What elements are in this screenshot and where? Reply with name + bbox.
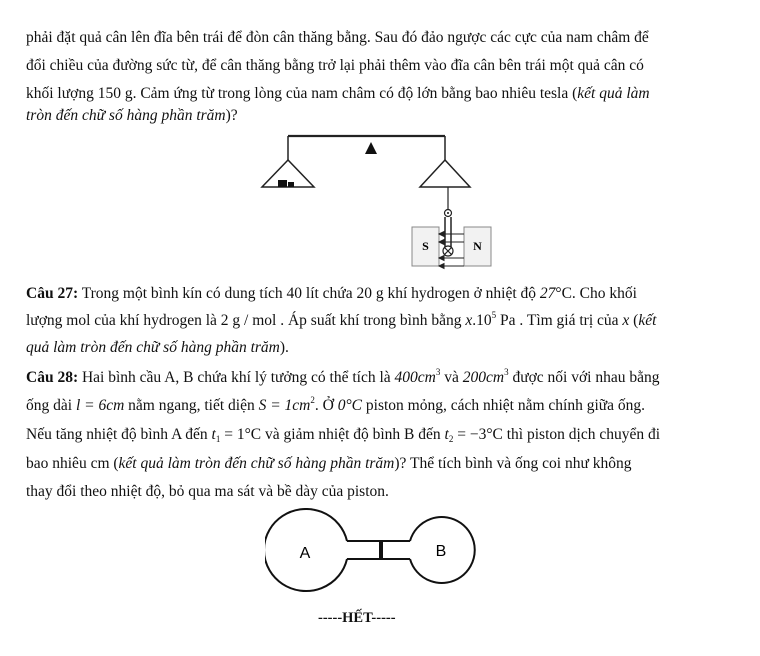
fulcrum-icon <box>365 142 377 154</box>
weight-small <box>288 182 294 187</box>
q28-label: Câu 28: <box>26 369 79 386</box>
q28-line-4: bao nhiêu cm (kết quả làm tròn đến chữ số hàng phần trăm)? Thể tích bình và ống coi như không <box>26 455 632 472</box>
svg-text:S: S <box>422 239 429 253</box>
balance-figure <box>240 130 500 275</box>
q27-line-2: lượng mol của khí hydrogen là 2 g / mol . Áp suất khí trong bình bằng $x.10^5$ Pa . Tìm giá trị của x (kết <box>26 310 657 329</box>
q28-line-2: ống dài l = 6cm nằm ngang, tiết diện $S = 1cm^2$. Ở 0°C piston mỏng, cách nhiệt nằm chính giữa ống. <box>26 395 646 414</box>
piston <box>379 541 383 559</box>
q28-line-3: Nếu tăng nhiệt độ bình A đến $t_1 = 1^\circ C$ và giảm nhiệt độ bình B đến $t_2 = -3^\circ C$ thì piston dịch chuyển đi <box>26 426 661 444</box>
magnet-north-pole <box>464 227 491 266</box>
q28-line-5: thay đổi theo nhiệt độ, bỏ qua ma sát và bề dày của piston. <box>26 483 389 500</box>
bulb-b-label: B <box>435 543 447 560</box>
current-into-page-icon <box>443 246 453 256</box>
end-marker: -----HẾT----- <box>318 610 396 626</box>
bulbs-figure <box>265 508 485 600</box>
svg-text:N: N <box>473 239 482 253</box>
q28-line-1: Câu 28: Hai bình cầu A, B chứa khí lý tưởng có thể tích là $400cm^3$ và $200cm^3$ được nối với nhau bằng <box>26 367 660 386</box>
weight-large <box>278 180 287 187</box>
q27-line-3: quả làm tròn đến chữ số hàng phần trăm). <box>26 339 289 356</box>
bulb-a-label: A <box>299 545 311 562</box>
q27-line-1: Câu 27: Trong một bình kín có dung tích 40 lít chứa 20 g khí hydrogen ở nhiệt độ 27°C. Cho khối <box>26 285 637 302</box>
magnet-south-pole <box>412 227 439 266</box>
right-pan <box>420 160 470 187</box>
intro-line-2: đổi chiều của đường sức từ, để cân thăng bằng trở lại phải thêm vào đĩa cân bên trái một quả cân có <box>26 57 644 74</box>
intro-line-4: tròn đến chữ số hàng phần trăm)? <box>26 107 238 124</box>
intro-line-3: khối lượng 150 g. Cảm ứng từ trong lòng của nam châm có độ lớn bằng bao nhiêu tesla (kết quả làm <box>26 85 650 102</box>
intro-line-1: phải đặt quả cân lên đĩa bên trái để đòn cân thăng bằng. Sau đó đảo ngược các cực của nam châm để <box>26 29 649 46</box>
q27-label: Câu 27: <box>26 285 79 302</box>
